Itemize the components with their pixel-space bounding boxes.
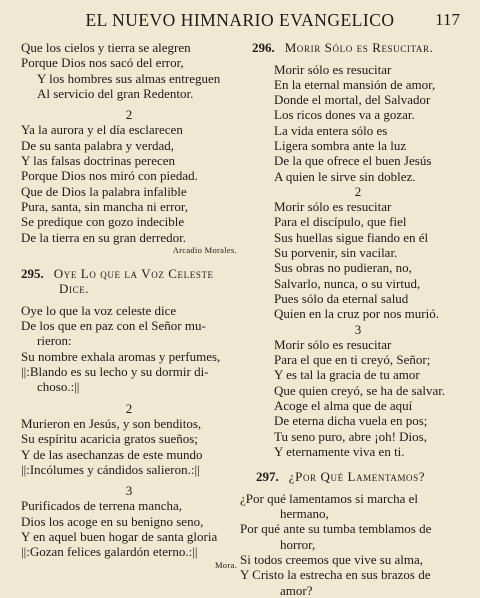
verse-line: Y en aquel buen hogar de santa gloria xyxy=(21,529,218,545)
verse-line: Oye lo que la voz celeste dice xyxy=(21,302,177,318)
author-attribution: Mora. xyxy=(214,559,237,570)
verse-line: Pues sólo da eternal salud xyxy=(274,290,409,306)
verse-line: ||:Blando es su lecho y su dormir di- xyxy=(21,364,209,380)
hymn-295-stanza-2 xyxy=(21,416,237,477)
verse-line: Su espíritu acaricia gratos sueños; xyxy=(21,431,198,447)
verse-line: Pura, santa, sin mancha ni error, xyxy=(21,198,188,214)
verse-line: Dios los acoge en su benigno seno, xyxy=(21,513,204,529)
hymn-297-heading xyxy=(252,469,464,485)
page-header xyxy=(0,10,480,32)
verse-line: ||:Gozan felices galardón eterno.:|| xyxy=(21,544,198,560)
verse-line: Que los cielos y tierra se alegren xyxy=(21,40,191,55)
verse-line: Ya la aurora y el día esclarecen xyxy=(21,122,183,138)
verse-line: amor? xyxy=(280,582,313,598)
verse-line: En la eternal mansión de amor, xyxy=(274,76,436,92)
verse-line: Los ricos dones va a gozar. xyxy=(274,107,415,123)
verse-line: De los que en paz con el Señor mu- xyxy=(21,318,206,334)
verse-line: Morir sólo es resucitar xyxy=(274,199,392,215)
hymn-title: ¿Por Qué Lamentamos? xyxy=(288,469,426,485)
verse-line: Donde el mortal, del Salvador xyxy=(274,92,431,108)
verse-line: choso.:|| xyxy=(37,379,80,395)
verse-line: ¿Por qué lamentamos si marcha el xyxy=(240,490,418,506)
hymn-title: Morir Sólo es Resucitar. xyxy=(284,40,434,55)
verse-line: Porque Dios nos sacó del error, xyxy=(21,55,184,71)
stanza-number: 2 xyxy=(125,400,133,416)
running-title: EL NUEVO HIMNARIO EVANGELICO xyxy=(85,10,395,30)
verse-line: Morir sólo es resucitar xyxy=(274,336,392,352)
hymn-294-stanza-1-cont xyxy=(21,40,237,101)
hymn-296-heading xyxy=(252,40,464,56)
hymn-296-stanza-2 xyxy=(252,199,464,321)
verse-line: Porque Dios nos miró con piedad. xyxy=(21,168,198,184)
verse-line: Purificados de terrena mancha, xyxy=(21,498,182,514)
verse-line: Ligera sombra ante la luz xyxy=(274,137,407,153)
verse-line: Tu seno puro, abre ¡oh! Dios, xyxy=(274,428,427,444)
verse-line: Murieron en Jesús, y son benditos, xyxy=(21,415,202,431)
right-column xyxy=(240,40,464,598)
verse-line: De la tierra en su gran derredor. xyxy=(21,229,186,245)
verse-line: De la que ofrece el buen Jesús xyxy=(274,153,432,169)
verse-line: De su santa palabra y verdad, xyxy=(21,137,175,153)
stanza-number: 2 xyxy=(125,107,133,123)
hymn-296-stanza-1 xyxy=(252,62,464,184)
left-column xyxy=(21,40,237,571)
verse-line: rieron: xyxy=(37,333,72,349)
verse-line: Sus obras no pudieran, no, xyxy=(274,260,412,276)
hymn-295-heading xyxy=(21,266,237,297)
verse-line: Sus huellas sigue fiando en él xyxy=(274,229,429,245)
stanza-number: 3 xyxy=(354,321,362,337)
verse-line: De eterna dicha vuela en pos; xyxy=(274,413,428,429)
verse-line: Su nombre exhala aromas y perfumes, xyxy=(21,348,221,364)
verse-line: Al servicio del gran Redentor. xyxy=(37,85,194,101)
verse-line: Y es tal la gracia de tu amor xyxy=(274,367,420,383)
verse-line: Y las falsas doctrinas perecen xyxy=(21,153,176,169)
verse-line: ||:Incólumes y cándidos salieron.:|| xyxy=(21,461,200,477)
verse-line: hermano, xyxy=(280,506,329,522)
verse-line: Y Cristo la estrecha en sus brazos de xyxy=(240,567,431,583)
verse-line: La vida entera sólo es xyxy=(274,122,388,138)
page-number: 117 xyxy=(435,10,460,29)
stanza-number: 2 xyxy=(354,183,362,199)
hymn-number: 296. xyxy=(252,40,275,55)
verse-line: Quien en la cruz por nos murió. xyxy=(274,306,439,322)
hymn-title: Oye Lo que la Voz Celeste xyxy=(53,265,214,281)
hymn-297-stanza-1 xyxy=(240,490,464,598)
hymn-294-stanza-2 xyxy=(21,122,237,244)
verse-line: Salvarlo, nunca, o su virtud, xyxy=(274,275,421,291)
hymn-295-stanza-1 xyxy=(21,303,237,395)
hymn-title-cont: Dice. xyxy=(59,281,90,297)
verse-line: Para el que en ti creyó, Señor; xyxy=(274,352,431,368)
verse-line: Y de las asechanzas de este mundo xyxy=(21,446,203,462)
author-attribution: Arcadio Morales. xyxy=(172,244,237,255)
hymn-296-stanza-3 xyxy=(252,337,464,459)
verse-line: Para el discípulo, que fiel xyxy=(274,214,407,230)
verse-line: Y los hombres sus almas entreguen xyxy=(37,70,221,86)
verse-line: horror, xyxy=(280,536,316,552)
stanza-number: 3 xyxy=(125,483,133,499)
hymn-295-stanza-3 xyxy=(21,498,237,559)
verse-line: Que de Dios la palabra infalible xyxy=(21,183,187,199)
hymn-number: 297. xyxy=(256,469,279,485)
hymn-number: 295. xyxy=(21,265,44,281)
verse-line: A quien le sirve sin doblez. xyxy=(274,168,416,184)
verse-line: Si todos creemos que vive su alma, xyxy=(240,551,424,567)
verse-line: Acoge el alma que de aquí xyxy=(274,398,413,414)
verse-line: Se predique con gozo indecible xyxy=(21,214,185,230)
verse-line: Su porvenir, sin vacilar. xyxy=(274,245,398,261)
verse-line: Que quien creyó, se ha de salvar. xyxy=(274,382,446,398)
verse-line: Y eternamente viva en ti. xyxy=(274,443,405,459)
verse-line: Por qué ante su tumba temblamos de xyxy=(240,521,432,537)
verse-line: Morir sólo es resucitar xyxy=(274,61,392,77)
